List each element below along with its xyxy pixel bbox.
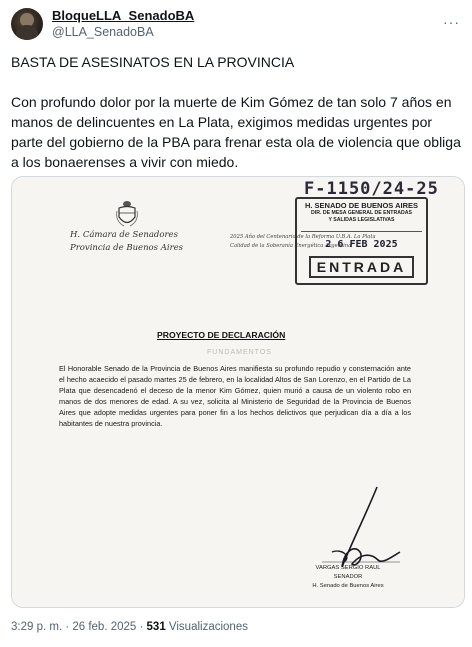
entry-stamp: [295, 197, 428, 285]
tweet-text: [11, 52, 463, 192]
document-scan: [12, 177, 464, 607]
views-label: Visualizaciones: [165, 621, 248, 633]
document-paragraph1: El Honorable Senado de la Provincia de Buenos Aires manifiesta su profundo repudio y consternación ante el hecho acaecido el pasado martes 25 de febrero, en la localidad Altos de San Lorenzo, en el Partido de La Plata que desencadenó el deceso de la menor Kim Gómez, quien murió a causa de un violento robo en manos de dos menores de edad.: [59, 364, 411, 407]
tweet-timestamp[interactable]: 3:29 p. m. · 26 feb. 2025 ·: [11, 621, 147, 633]
signer-role: SENADOR: [333, 574, 363, 580]
signature-icon: [282, 482, 412, 577]
more-horizontal-icon[interactable]: ···: [443, 14, 460, 30]
letterhead: [70, 229, 183, 255]
avatar[interactable]: [11, 8, 43, 40]
author-names: [52, 8, 194, 40]
document-title: PROYECTO DE DECLARACIÓN: [157, 330, 286, 340]
document-paragraph2: A su vez, solicita al Ministerio de Seguridad de la Provincia de Buenos Aires que adopte medidas urgentes para poner fin a los hechos delictivos que perjudican día a día a los habitantes de nuestra provincia.: [59, 397, 411, 429]
view-count: 531: [146, 621, 166, 633]
tweet-footer: [11, 621, 248, 633]
tweet-headline: BASTA DE ASESINATOS EN LA PROVINCIA: [11, 54, 295, 70]
signer-block: [308, 564, 388, 591]
tweet-media-image[interactable]: [11, 176, 465, 608]
stamp-line3: Y SALIDAS LEGISLATIVAS: [328, 217, 395, 223]
stamp-date: 2 6 FEB 2025: [325, 239, 398, 250]
letterhead-line1: H. Cámara de Senadores: [70, 230, 178, 240]
year-motto-line2: Calidad de la Soberanía Energética Argentina: [230, 243, 352, 249]
stamp-line1: H. SENADO DE BUENOS AIRES: [304, 201, 419, 210]
tweet-header: [11, 6, 194, 42]
author-display-name[interactable]: BloqueLLA_SenadoBA: [52, 8, 195, 23]
file-number: F-1150/24-25: [304, 179, 439, 199]
year-motto-line1: 2025 Año del Centenario de la Reforma U.B.A. La Plata: [230, 234, 376, 240]
signer-name: VARGAS SERGIO RAUL: [315, 565, 381, 571]
signer-body: H. Senado de Buenos Aires: [312, 583, 384, 589]
stamp-line2: DIR. DE MESA GENERAL DE ENTRADAS: [311, 210, 412, 216]
stamp-entrada: ENTRADA: [309, 256, 414, 278]
faint-heading: FUNDAMENTOS: [207, 349, 272, 356]
tweet-body: Con profundo dolor por la muerte de Kim Gómez de tan solo 7 años en manos de delincuentes en La Plata, exigimos medidas urgentes por parte del gobierno de la PBA para frenar esta ola de violencia que obliga a los bonaerenses a vivir con miedo.: [11, 94, 461, 170]
document-body: [59, 363, 411, 434]
province-crest-icon: [116, 199, 138, 229]
author-handle[interactable]: @LLA_SenadoBA: [52, 25, 154, 39]
letterhead-line2: Provincia de Buenos Aires: [70, 243, 184, 253]
